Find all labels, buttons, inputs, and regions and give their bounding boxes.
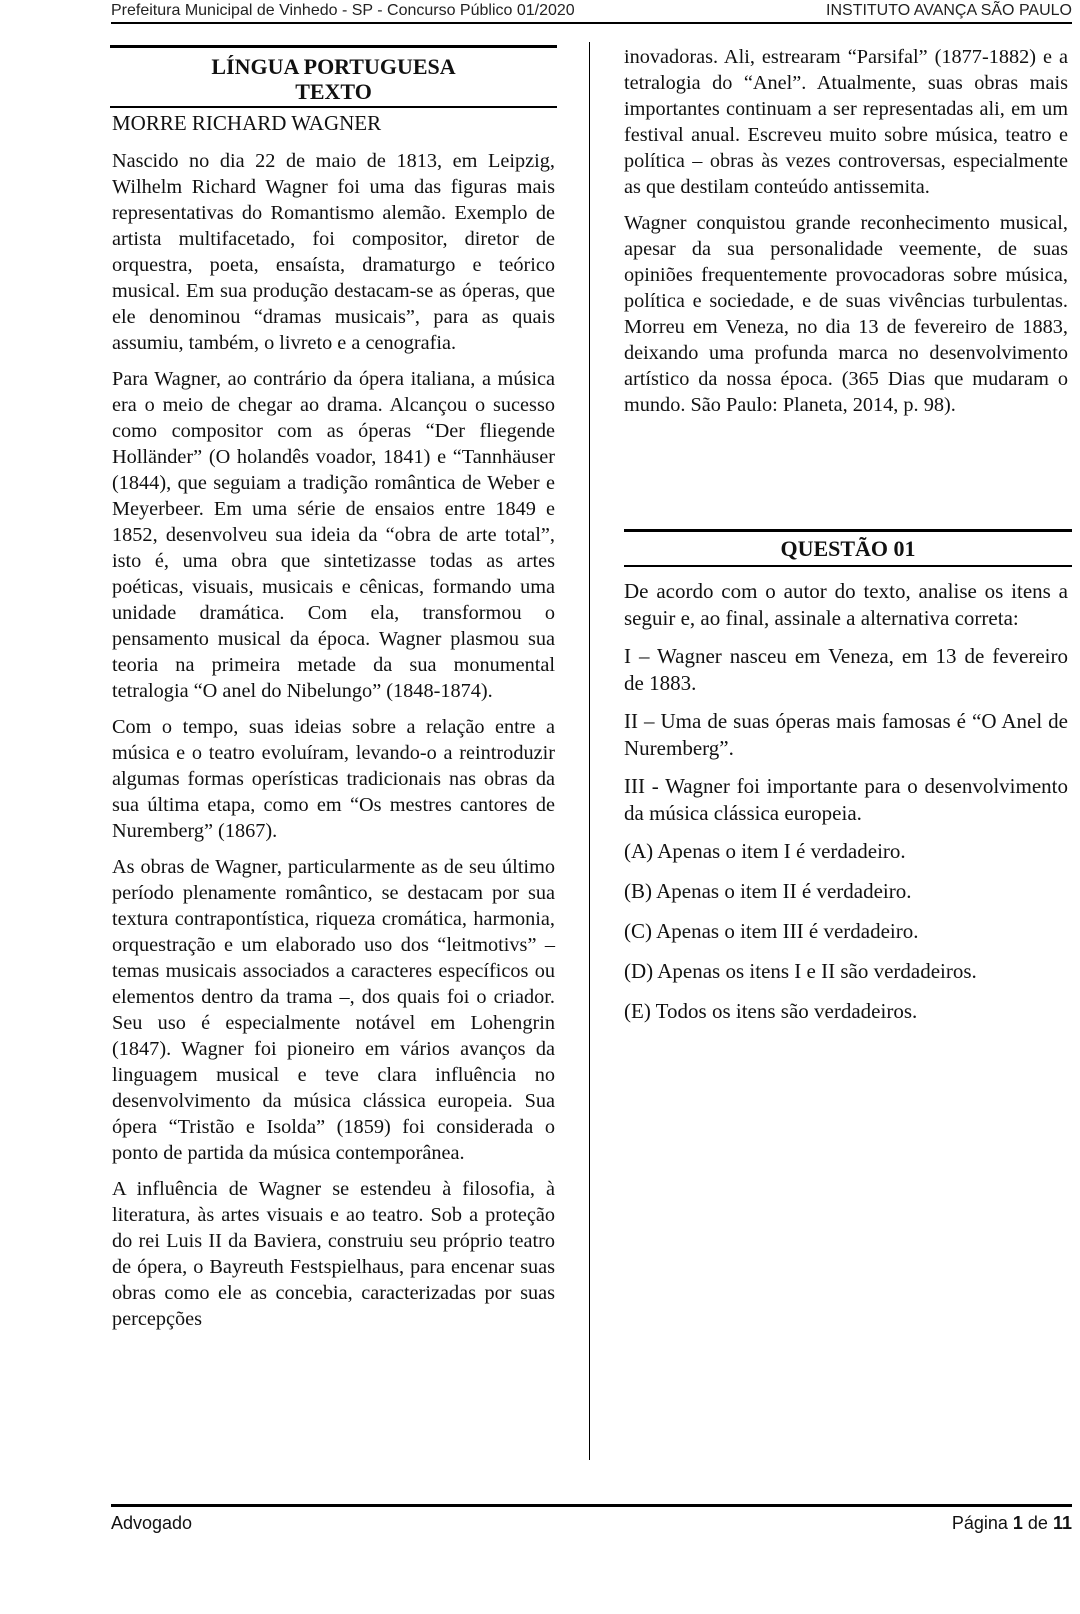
question-item: I – Wagner nasceu em Veneza, em 13 de fevereiro de 1883. (624, 644, 1068, 695)
answer-option-b: (B) Apenas o item II é verdadeiro. (624, 879, 912, 903)
page-header (111, 0, 1072, 24)
header-exam-title: Prefeitura Municipal de Vinhedo - SP - Concurso Público 01/2020 (111, 2, 575, 19)
answer-option-d: (D) Apenas os itens I e II são verdadeiros. (624, 959, 977, 983)
question-item: III - Wagner foi importante para o desenvolvimento da música clássica europeia. (624, 774, 1068, 825)
section-title-subject: LÍNGUA PORTUGUESA (211, 54, 456, 79)
section-title (110, 45, 557, 108)
answer-option-c: (C) Apenas o item III é verdadeiro. (624, 919, 919, 943)
text-paragraph: A influência de Wagner se estendeu à filosofia, à literatura, às artes visuais e ao teatro. Sob a proteção do rei Luis II da Baviera, construiu seu próprio teatro de ópera, o Bayreuth Festspielhaus, para encenar suas obras como ele as concebia, caracterizadas por suas percepções (112, 1178, 555, 1330)
footer-role: Advogado (111, 1513, 193, 1533)
text-column-left (112, 148, 555, 1342)
header-institute: INSTITUTO AVANÇA SÃO PAULO (826, 2, 1072, 19)
text-paragraph: inovadoras. Ali, estrearam “Parsifal” (1877-1882) e a tetralogia do “Anel”. Atualmente, suas obras mais importantes continuam a ser representadas ali, em um festival anual. Escreveu muito sobre música, teatro e política – obras às vezes controversas, especialmente as que destilam conteúdo antissemita. (624, 46, 1068, 198)
question-title: QUESTÃO 01 (624, 529, 1072, 567)
text-column-right (624, 44, 1068, 428)
column-divider (589, 42, 590, 1460)
text-paragraph: As obras de Wagner, particularmente as de seu último período plenamente romântico, se destacam por sua textura contrapontística, riqueza cromática, harmonia, orquestração e um elaborado uso dos “leitmotivs” – temas musicais associados a caracteres específicos ou elementos dentro da trama –, dos quais foi o criador. Seu uso é especialmente notável em Lohengrin (1847). Wagner foi pioneiro em vários avanços da linguagem musical e teve clara influência no desenvolvimento da música clássica europeia. Sua ópera “Tristão e Isolda” (1859) foi considerada o ponto de partida da música contemporânea. (112, 856, 555, 1164)
section-title-text: TEXTO (295, 79, 372, 104)
question-item: II – Uma de suas óperas mais famosas é “O Anel de Nuremberg”. (624, 709, 1068, 760)
page-footer (111, 1504, 1072, 1533)
text-paragraph: Com o tempo, suas ideias sobre a relação entre a música e o teatro evoluíram, levando-o a reintroduzir algumas formas operísticas tradicionais nas obras da sua última etapa, como em “Os mestres cantores de Nuremberg” (1867). (112, 716, 555, 842)
question-statement: De acordo com o autor do texto, analise os itens a seguir e, ao final, assinale a alternativa correta: (624, 579, 1068, 630)
text-paragraph: Wagner conquistou grande reconhecimento musical, apesar da sua personalidade veemente, de suas opiniões frequentemente provocadoras sobre música, política e sociedade, e de suas vivências turbulentas. Morreu em Veneza, no dia 13 de fevereiro de 1883, deixando uma profunda marca no desenvolvimento artístico da nossa época. (365 Dias que mudaram o mundo. São Paulo: Planeta, 2014, p. 98). (624, 212, 1068, 416)
question-body (624, 578, 1068, 1038)
text-paragraph: Para Wagner, ao contrário da ópera italiana, a música era o meio de chegar ao drama. Alcançou o sucesso como compositor com as óperas “Der fliegende Holländer” (O holandês voador, 1841) e “Tannhäuser (1844), que seguiam a tradição romântica de Weber e Meyerbeer. Em uma série de ensaios entre 1849 e 1852, desenvolveu sua ideia da “obra de arte total”, isto é, uma obra que sintetizasse todas as artes poéticas, visuais, musicais e cênicas, formando uma unidade dramática. Com ela, transformou o pensamento musical da época. Wagner plasmou sua teoria na primeira metade da sua monumental tetralogia “O anel do Nibelungo” (1848-1874). (112, 368, 555, 702)
text-title: MORRE RICHARD WAGNER (112, 111, 382, 135)
answer-option-e: (E) Todos os itens são verdadeiros. (624, 999, 918, 1023)
text-paragraph: Nascido no dia 22 de maio de 1813, em Leipzig, Wilhelm Richard Wagner foi uma das figuras mais representativas do Romantismo alemão. Exemplo de artista multifacetado, foi compositor, diretor de orquestra, poeta, ensaísta, dramaturgo e teórico musical. Em sua produção destacam-se as óperas, que ele denominou “dramas musicais”, para as quais assumiu, também, o livreto e a cenografia. (112, 150, 555, 354)
answer-option-a: (A) Apenas o item I é verdadeiro. (624, 839, 906, 863)
page-number: Página 1 de 11 (951, 1513, 1072, 1533)
